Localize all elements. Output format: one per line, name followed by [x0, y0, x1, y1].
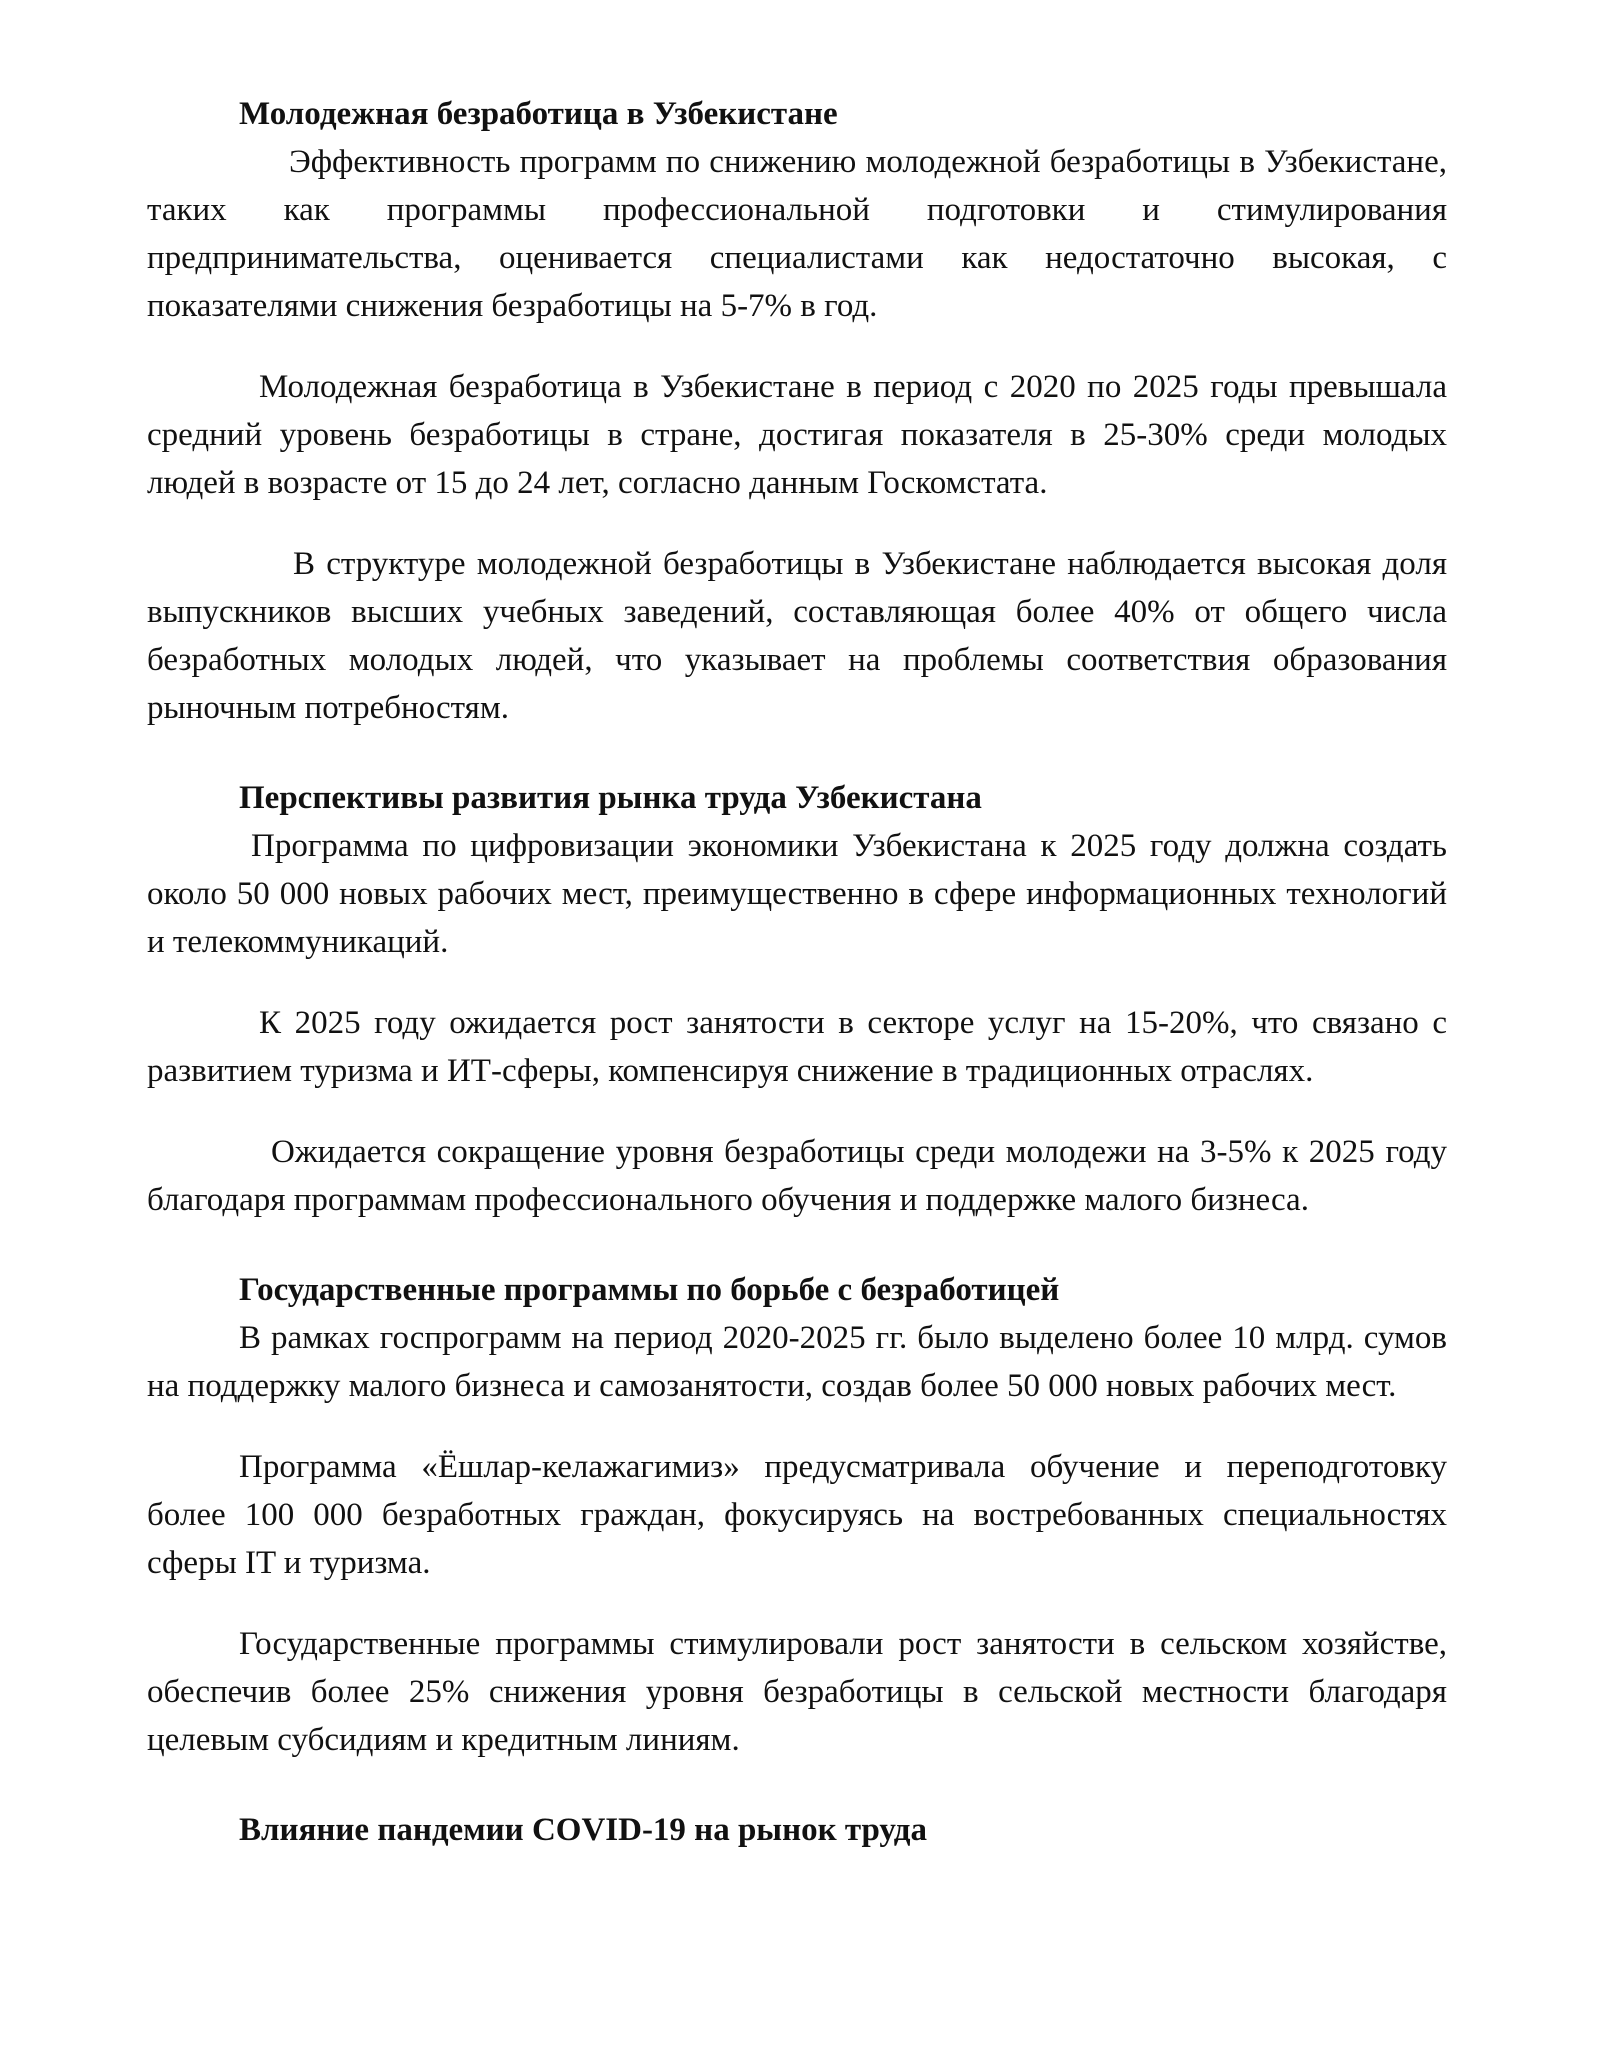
section-spacer [147, 1764, 1447, 1806]
paragraph-program-effectiveness: Эффективность программ по снижению молодежной безработицы в Узбекистане, таких как программы профессиональной подготовки и стимулирования предпринимательства, оценивается специалистами как недостаточно высокая, с показателями снижения безработицы на 5-7% в год. [147, 144, 1447, 324]
section-heading-state-programs: Государственные программы по борьбе с безработицей [239, 1272, 1060, 1308]
paragraph-spacer [147, 1587, 1447, 1620]
paragraph-agriculture-employment: Государственные программы стимулировали рост занятости в сельском хозяйстве, обеспечив более 25% снижения уровня безработицы в сельской местности благодаря целевым субсидиям и кредитным линиям. [147, 1626, 1447, 1758]
paragraph-spacer [147, 507, 1447, 540]
paragraph-digitalization-program: Программа по цифровизации экономики Узбекистана к 2025 году должна создать около 50 000 новых рабочих мест, преимущественно в сфере информационных технологий и телекоммуникаций. [147, 828, 1447, 960]
paragraph-spacer [147, 330, 1447, 363]
paragraph-graduates-share: В структуре молодежной безработицы в Узбекистане наблюдается высокая доля выпускников высших учебных заведений, составляющая более 40% от общего числа безработных молодых людей, что указывает на проблемы соответствия образования рыночным потребностям. [147, 546, 1447, 726]
section-heading-labor-market-prospects: Перспективы развития рынка труда Узбекистана [239, 780, 982, 816]
paragraph-youth-unemployment-rate: Молодежная безработица в Узбекистане в период с 2020 по 2025 годы превышала средний уровень безработицы в стране, достигая показателя в 25-30% среди молодых людей в возрасте от 15 до 24 лет, согласно данным Госкомстата. [147, 369, 1447, 501]
section-spacer [147, 1224, 1447, 1266]
paragraph-services-employment-growth: К 2025 году ожидается рост занятости в секторе услуг на 15-20%, что связано с развитием туризма и ИТ-сферы, компенсируя снижение в традиционных отраслях. [147, 1005, 1447, 1089]
section-heading-youth-unemployment: Молодежная безработица в Узбекистане [239, 96, 838, 132]
document-page [147, 90, 1447, 1854]
paragraph-yoshlar-program: Программа «Ёшлар-келажагимиз» предусматривала обучение и переподготовку более 100 000 безработных граждан, фокусируясь на востребованных специальностях сферы IT и туризма. [147, 1449, 1447, 1581]
section-spacer [147, 732, 1447, 774]
paragraph-state-funding: В рамках госпрограмм на период 2020-2025 гг. было выделено более 10 млрд. сумов на поддержку малого бизнеса и самозанятости, создав более 50 000 новых рабочих мест. [147, 1320, 1447, 1404]
paragraph-spacer [147, 966, 1447, 999]
paragraph-youth-unemployment-reduction: Ожидается сокращение уровня безработицы среди молодежи на 3-5% к 2025 году благодаря программам профессионального обучения и поддержке малого бизнеса. [147, 1134, 1447, 1218]
paragraph-spacer [147, 1095, 1447, 1128]
section-heading-covid-impact: Влияние пандемии COVID-19 на рынок труда [239, 1812, 927, 1848]
paragraph-spacer [147, 1410, 1447, 1443]
